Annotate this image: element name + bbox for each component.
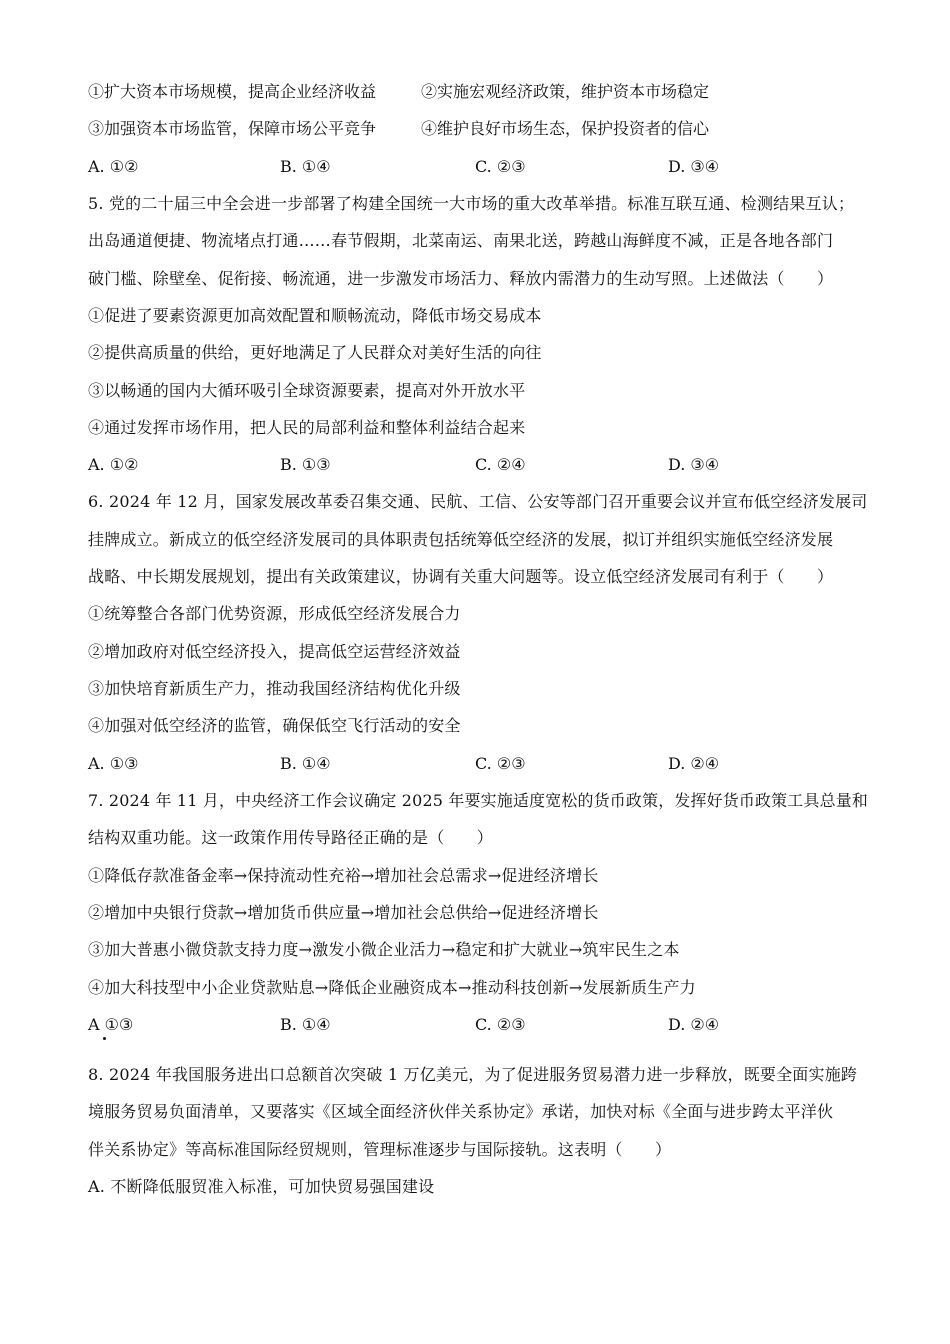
- q4-option-a: A. ①②: [88, 157, 139, 176]
- q6-options: [88, 754, 868, 774]
- q6-option-d: D. ②④: [668, 754, 720, 773]
- q5-item-1: ①促进了要素资源更加高效配置和顺畅流动，降低市场交易成本: [88, 306, 542, 325]
- q4-items-row-1: [88, 82, 868, 102]
- q5-option-b: B. ①③: [280, 455, 331, 474]
- q4-options: [88, 157, 868, 177]
- q4-items-row-2: [88, 119, 868, 139]
- q7-option-b: B. ①④: [280, 1015, 331, 1034]
- q8-stem-line-2: 境服务贸易负面清单，又要落实《区域全面经济伙伴关系协定》承诺，加快对标《全面与进步跨太平洋伙: [88, 1102, 834, 1121]
- q6-stem-line-2: 挂牌成立。新成立的低空经济发展司的具体职责包括统筹低空经济的发展，拟订并组织实施低空经济发展: [88, 530, 834, 549]
- q7-item-1: ①降低存款准备金率→保持流动性充裕→增加社会总需求→促进经济增长: [88, 866, 599, 885]
- q4-option-c: C. ②③: [475, 157, 526, 176]
- q6-item-2: ②增加政府对低空经济投入，提高低空运营经济效益: [88, 642, 461, 661]
- q5-stem-line-1: 5. 党的二十届三中全会进一步部署了构建全国统一大市场的重大改革举措。标准互联互通、检测结果互认；: [88, 194, 855, 213]
- q4-item-4: ④维护良好市场生态，保护投资者的信心: [421, 119, 710, 138]
- q5-options: [88, 455, 868, 475]
- stray-dot-mark: [103, 1037, 106, 1040]
- q4-item-1: ①扩大资本市场规模，提高企业经济收益: [88, 82, 377, 101]
- q5-stem-line-3: 破门槛、除壁垒、促衔接、畅流通，进一步激发市场活力、释放内需潜力的生动写照。上述做法（ ）: [88, 269, 834, 288]
- q6-item-3: ③加快培育新质生产力，推动我国经济结构优化升级: [88, 679, 461, 698]
- q6-option-b: B. ①④: [280, 754, 331, 773]
- q7-option-d: D. ②④: [668, 1015, 720, 1034]
- q4-option-b: B. ①④: [280, 157, 331, 176]
- q4-item-2: ②实施宏观经济政策，维护资本市场稳定: [421, 82, 710, 101]
- q5-option-a: A. ①②: [88, 455, 139, 474]
- q7-item-3: ③加大普惠小微贷款支持力度→激发小微企业活力→稳定和扩大就业→筑牢民生之本: [88, 940, 680, 959]
- q6-option-c: C. ②③: [475, 754, 526, 773]
- q5-item-4: ④通过发挥市场作用，把人民的局部利益和整体利益结合起来: [88, 418, 526, 437]
- q7-option-c: C. ②③: [475, 1015, 526, 1034]
- q5-item-3: ③以畅通的国内大循环吸引全球资源要素，提高对外开放水平: [88, 381, 526, 400]
- q7-options: [88, 1015, 868, 1035]
- q8-option-a: A. 不断降低服贸准入标准，可加快贸易强国建设: [88, 1177, 435, 1196]
- q8-stem-line-1: 8. 2024 年我国服务进出口总额首次突破 1 万亿美元，为了促进服务贸易潜力进一步释放，既要全面实施跨: [88, 1065, 858, 1084]
- q6-item-4: ④加强对低空经济的监管，确保低空飞行活动的安全: [88, 716, 461, 735]
- q7-option-a: A ①③: [88, 1015, 134, 1034]
- q4-option-d: D. ③④: [668, 157, 720, 176]
- q7-stem-line-2: 结构双重功能。这一政策作用传导路径正确的是（ ）: [88, 828, 494, 847]
- q6-stem-line-1: 6. 2024 年 12 月，国家发展改革委召集交通、民航、工信、公安等部门召开重要会议并宣布低空经济发展司: [88, 492, 868, 511]
- q4-item-3: ③加强资本市场监管，保障市场公平竞争: [88, 119, 377, 138]
- q7-stem-line-1: 7. 2024 年 11 月，中央经济工作会议确定 2025 年要实施适度宽松的货币政策，发挥好货币政策工具总量和: [88, 791, 869, 810]
- q8-stem-line-3: 伴关系协定》等高标准国际经贸规则，管理标准逐步与国际接轨。这表明（ ）: [88, 1140, 672, 1159]
- q5-option-c: C. ②④: [475, 455, 526, 474]
- q6-stem-line-3: 战略、中长期发展规划，提出有关政策建议，协调有关重大问题等。设立低空经济发展司有利于（ ）: [88, 567, 834, 586]
- q7-item-4: ④加大科技型中小企业贷款贴息→降低企业融资成本→推动科技创新→发展新质生产力: [88, 978, 696, 997]
- q6-option-a: A. ①③: [88, 754, 139, 773]
- q7-item-2: ②增加中央银行贷款→增加货币供应量→增加社会总供给→促进经济增长: [88, 903, 599, 922]
- q5-item-2: ②提供高质量的供给，更好地满足了人民群众对美好生活的向往: [88, 343, 542, 362]
- q6-item-1: ①统筹整合各部门优势资源，形成低空经济发展合力: [88, 604, 461, 623]
- q5-option-d: D. ③④: [668, 455, 720, 474]
- q5-stem-line-2: 出岛通道便捷、物流堵点打通……春节假期，北菜南运、南果北送，跨越山海鲜度不减，正是各地各部门: [88, 231, 834, 250]
